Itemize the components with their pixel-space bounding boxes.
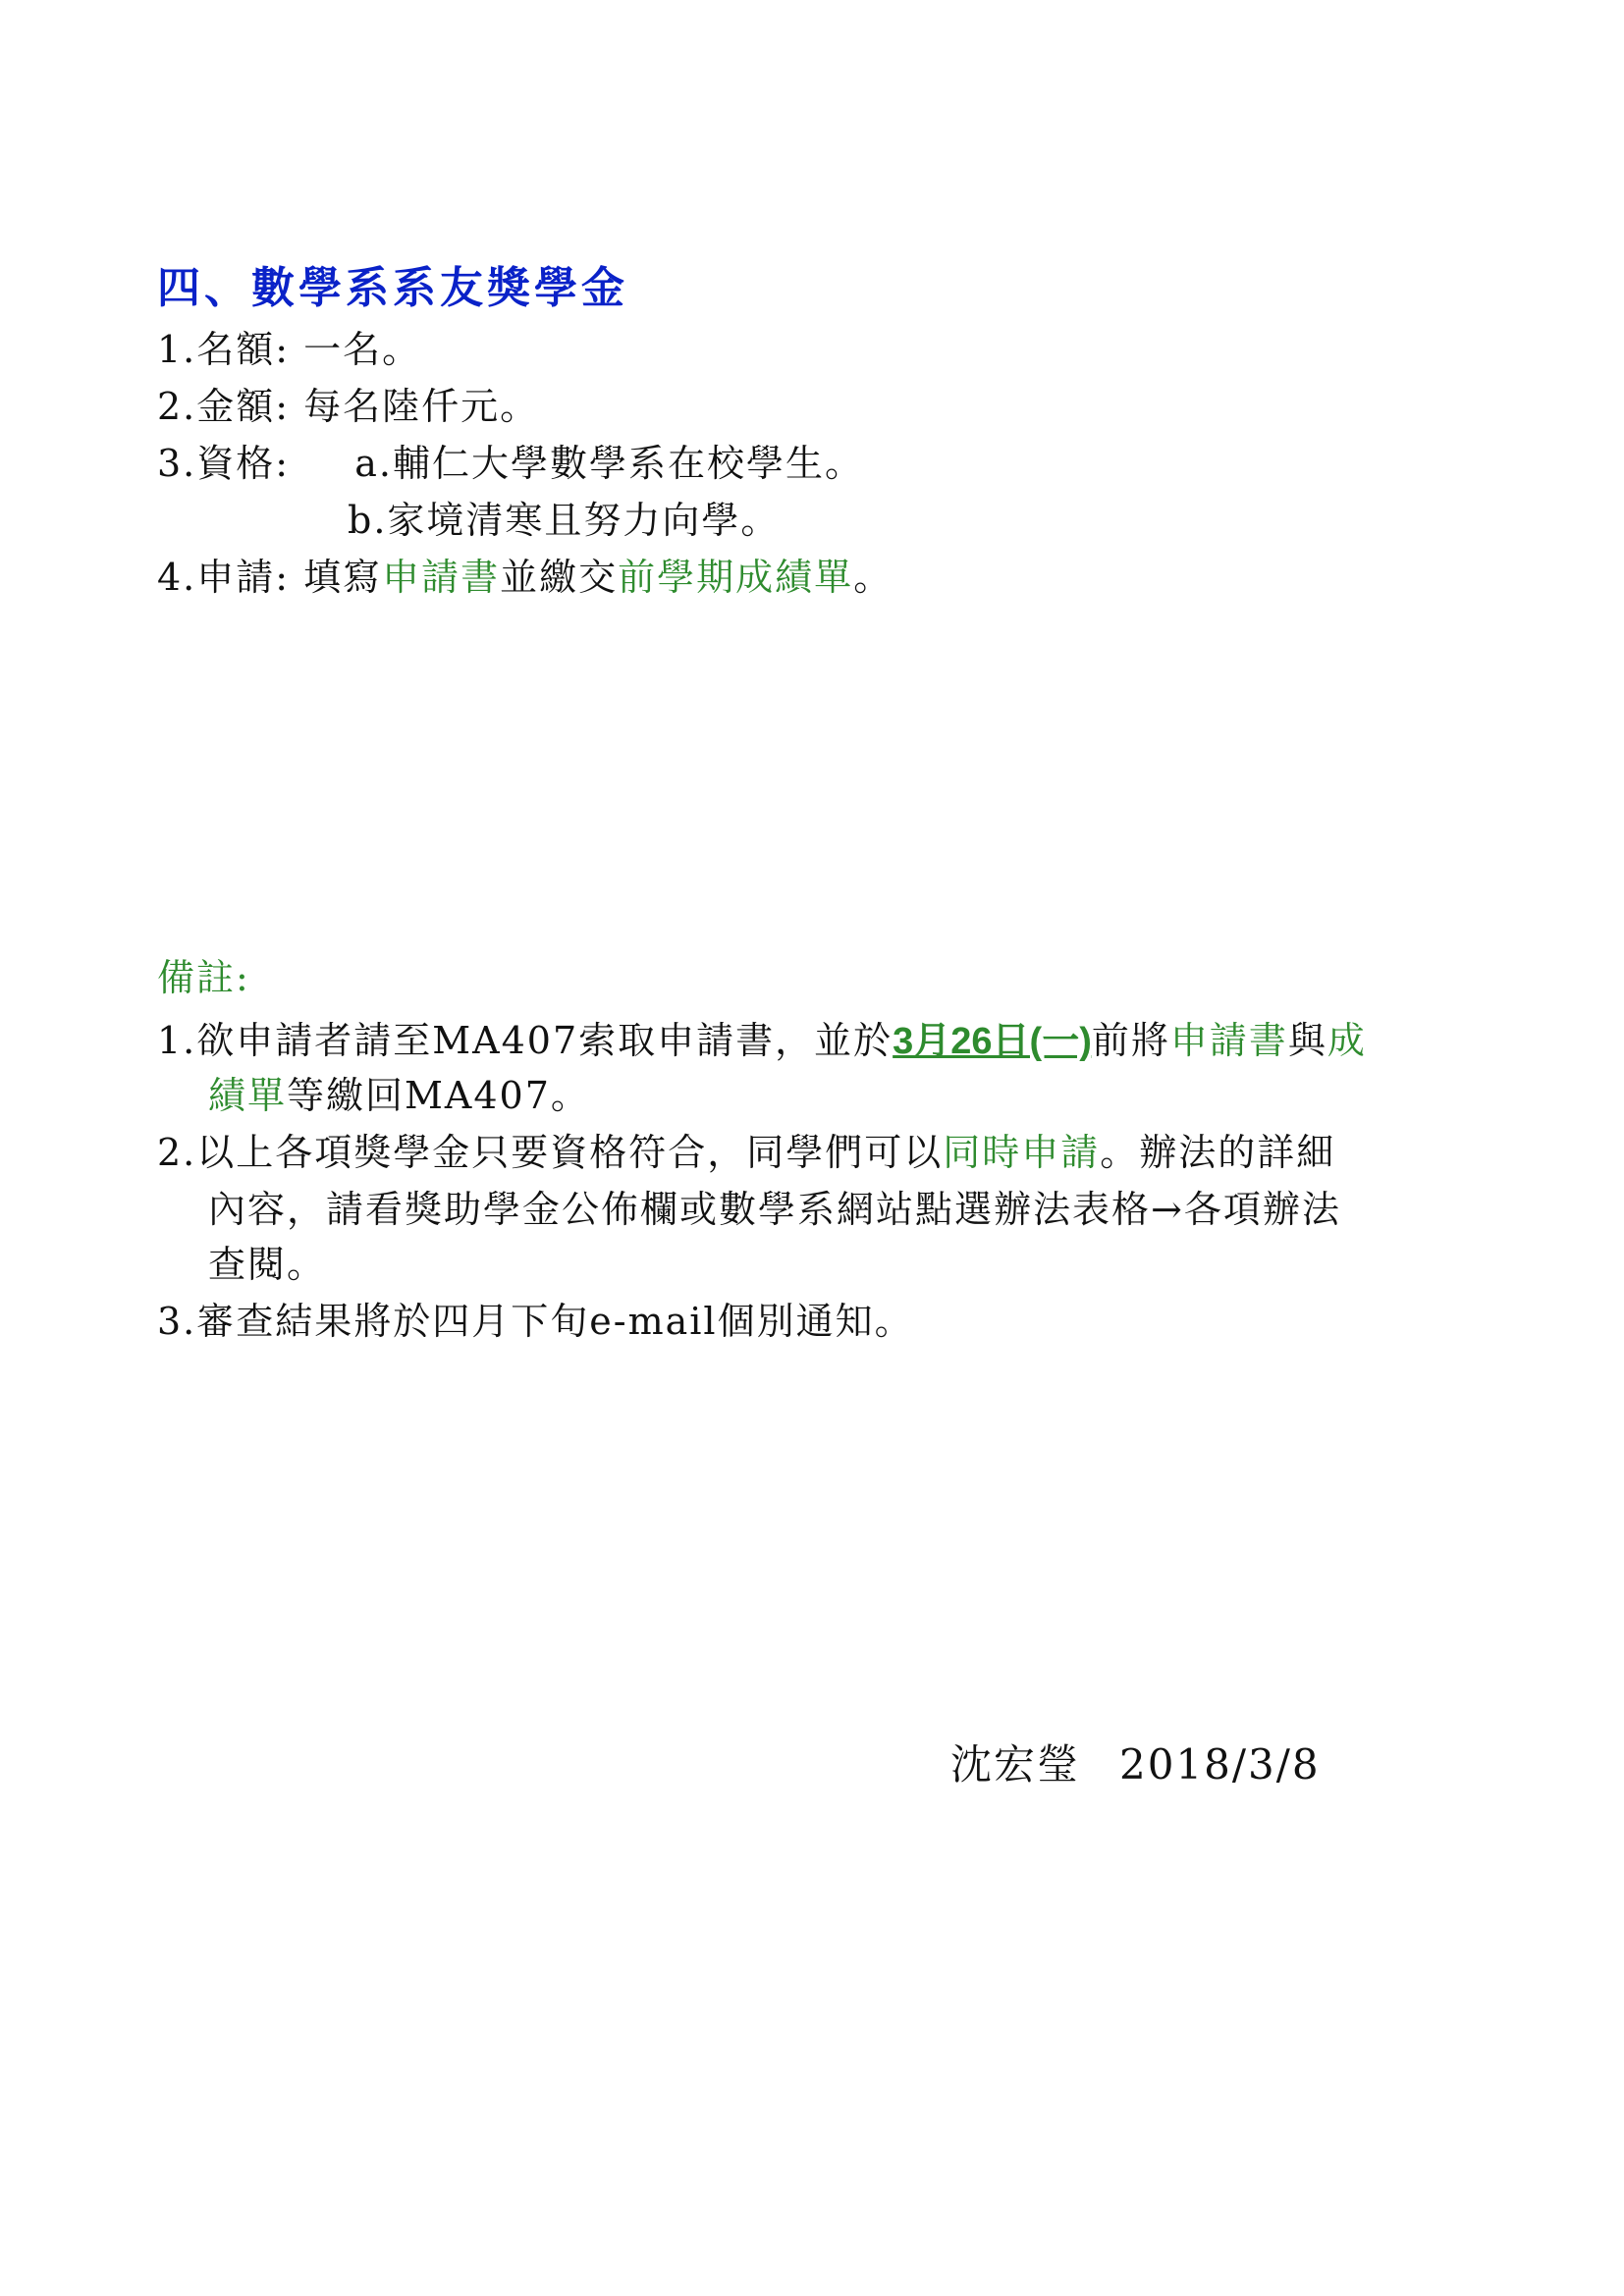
note3-line: 3.審查結果將於四月下旬e-mail個別通知。 [157, 1300, 914, 1343]
apply-suffix: 。 [853, 556, 893, 599]
apply-line [157, 550, 893, 605]
note2-same-time: 同時申請 [943, 1131, 1101, 1174]
signature [950, 1735, 1321, 1794]
quota-line: 1.名額: 一名。 [157, 328, 422, 371]
notes-heading: 備註: [157, 956, 250, 999]
note1-part4: 等繳回MA407。 [287, 1074, 590, 1117]
apply-middle: 並繳交 [500, 556, 619, 599]
note1-transcript-rest: 績單 [208, 1074, 288, 1117]
apply-transcript-highlight: 前學期成績單 [618, 556, 854, 599]
note1-form: 申請書 [1169, 1019, 1288, 1062]
note1-part1: 1.欲申請者請至MA407索取申請書，並於 [157, 1019, 893, 1062]
note1-deadline: 3月26日(一) [893, 1021, 1092, 1062]
note1-part2: 前將 [1091, 1019, 1170, 1062]
signature-date: 2018/3/8 [1119, 1740, 1321, 1789]
apply-prefix: 4.申請: 填寫 [157, 556, 383, 599]
qualification-b: b.家境清寒且努力向學。 [348, 499, 781, 542]
note2-line2: 內容，請看獎助學金公佈欄或數學系網站點選辦法表格→各項辦法 [208, 1188, 1341, 1231]
note2-part2: 。辦法的詳細 [1100, 1131, 1336, 1174]
qualification-a: a.輔仁大學數學系在校學生。 [354, 442, 864, 485]
section-title: 四、數學系系友獎學金 [157, 263, 628, 313]
apply-form-highlight: 申請書 [382, 556, 501, 599]
qualification-line [157, 436, 864, 491]
note2-part1: 2.以上各項獎學金只要資格符合，同學們可以 [157, 1131, 944, 1174]
signature-name: 沈宏瑩 [950, 1740, 1081, 1789]
note1-cheng: 成 [1326, 1019, 1367, 1062]
note1-line1 [157, 1013, 1367, 1069]
qualification-label: 3.資格: [157, 442, 291, 485]
amount-line: 2.金額: 每名陸仟元。 [157, 385, 540, 428]
note2-line1 [157, 1125, 1335, 1180]
note1-line2 [208, 1068, 590, 1123]
note2-line3: 查閱。 [208, 1243, 327, 1286]
note1-part3: 與 [1287, 1019, 1327, 1062]
